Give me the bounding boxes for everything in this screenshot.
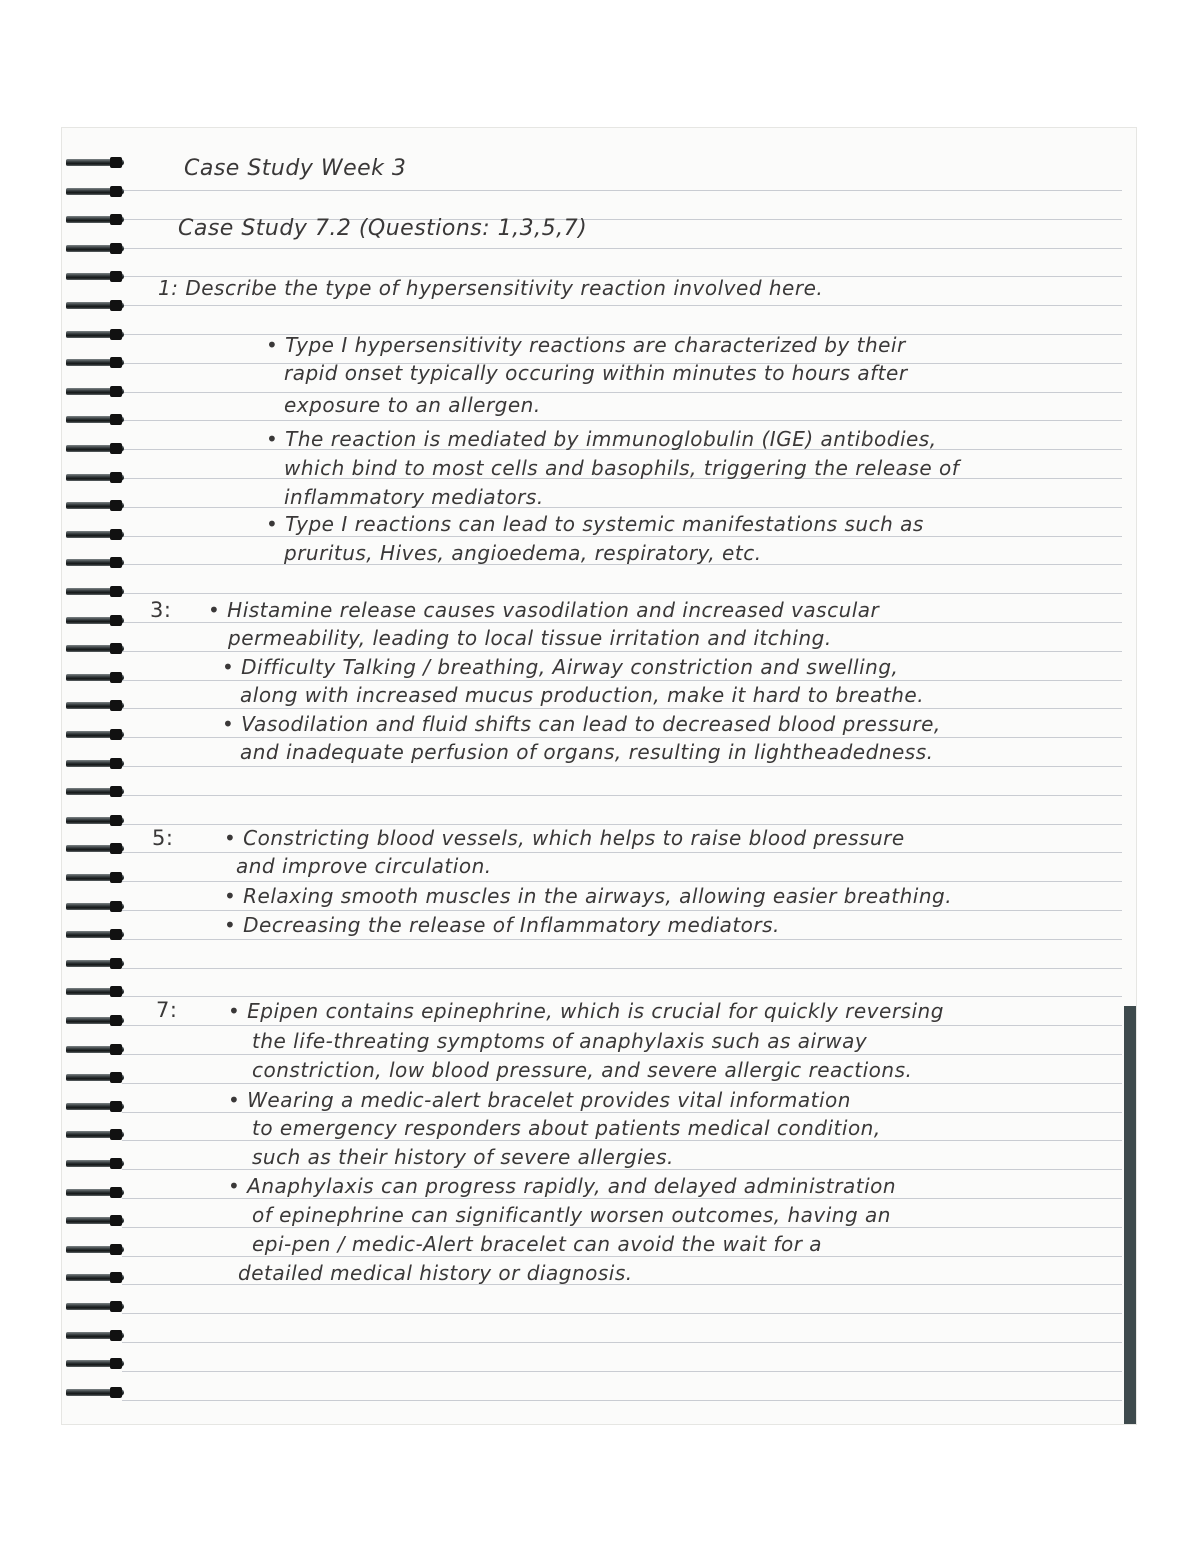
ruled-lines [62, 128, 1136, 1424]
ruled-line [122, 708, 1122, 709]
spiral-coil [66, 499, 126, 513]
spiral-coil [66, 1214, 126, 1228]
spiral-coil [66, 471, 126, 485]
spiral-coil [66, 642, 126, 656]
ruled-line [122, 622, 1122, 623]
ruled-line [122, 1169, 1122, 1170]
answer-line: • Epipen contains epinephrine, which is crucial for quickly reversing [228, 999, 944, 1023]
spiral-coil [66, 1128, 126, 1142]
ruled-line [122, 766, 1122, 767]
spiral-coil [66, 1243, 126, 1257]
answer-line: epi-pen / medic-Alert bracelet can avoid the wait for a [252, 1232, 823, 1256]
spiral-coil [66, 270, 126, 284]
answer-line: • Constricting blood vessels, which helps to raise blood pressure [224, 826, 905, 850]
spiral-coil [66, 585, 126, 599]
spiral-coil [66, 1014, 126, 1028]
spiral-coil [66, 413, 126, 427]
ruled-line [122, 996, 1122, 997]
answer-line: • Relaxing smooth muscles in the airways, allowing easier breathing. [224, 884, 953, 908]
answer-line: • The reaction is mediated by immunoglobulin (IGE) antibodies, [266, 427, 937, 451]
answer-line: and improve circulation. [236, 854, 492, 878]
answer-line: which bind to most cells and basophils, triggering the release of [284, 456, 960, 480]
answer-line: the life-threating symptoms of anaphylaxis such as airway [252, 1029, 868, 1053]
ruled-line [122, 392, 1122, 393]
spiral-coil [66, 728, 126, 742]
question-3-number: 3: [150, 598, 172, 622]
ruled-line [122, 190, 1122, 191]
answer-line: of epinephrine can significantly worsen outcomes, having an [252, 1203, 891, 1227]
ruled-line [122, 1140, 1122, 1141]
spiral-coil [66, 1271, 126, 1285]
ruled-line [122, 507, 1122, 508]
spiral-coil [66, 1100, 126, 1114]
spiral-coil [66, 900, 126, 914]
spiral-coil [66, 928, 126, 942]
answer-line: • Anaphylaxis can progress rapidly, and delayed administration [228, 1174, 897, 1198]
spiral-coil [66, 1043, 126, 1057]
spiral-coil [66, 299, 126, 313]
spiral-coil [66, 814, 126, 828]
ruled-line [122, 910, 1122, 911]
ruled-line [122, 1054, 1122, 1055]
ruled-line [122, 248, 1122, 249]
notebook-page [62, 128, 1136, 1424]
answer-line: along with increased mucus production, make it hard to breathe. [240, 683, 925, 707]
ruled-line [122, 824, 1122, 825]
ruled-line [122, 593, 1122, 594]
answer-line: • Difficulty Talking / breathing, Airway constriction and swelling, [222, 655, 899, 679]
ruled-line [122, 1112, 1122, 1113]
ruled-line [122, 1198, 1122, 1199]
page-subtitle: Case Study 7.2 (Questions: 1,3,5,7) [178, 216, 588, 241]
spiral-coil [66, 1071, 126, 1085]
spiral-coil [66, 785, 126, 799]
question-7-number: 7: [156, 998, 178, 1022]
answer-line: constriction, low blood pressure, and severe allergic reactions. [252, 1058, 913, 1082]
answer-line: and inadequate perfusion of organs, resulting in lightheadedness. [240, 740, 934, 764]
spiral-coil [66, 699, 126, 713]
spiral-coil [66, 1300, 126, 1314]
answer-line: inflammatory mediators. [284, 485, 544, 509]
spiral-coil [66, 1157, 126, 1171]
ruled-line [122, 305, 1122, 306]
ruled-line [122, 1025, 1122, 1026]
spiral-coil [66, 242, 126, 256]
spiral-binding [62, 128, 132, 1424]
answer-line: • Wearing a medic-alert bracelet provides vital information [228, 1088, 851, 1112]
ruled-line [122, 1313, 1122, 1314]
ruled-line [122, 939, 1122, 940]
answer-line: • Type I hypersensitivity reactions are characterized by their [266, 333, 906, 357]
spiral-coil [66, 671, 126, 685]
spiral-coil [66, 1329, 126, 1343]
page-edge-shadow [1124, 1006, 1136, 1424]
spiral-coil [66, 985, 126, 999]
answer-line: permeability, leading to local tissue irritation and itching. [228, 626, 832, 650]
answer-line: • Vasodilation and fluid shifts can lead to decreased blood pressure, [222, 712, 941, 736]
spiral-coil [66, 757, 126, 771]
spiral-coil [66, 442, 126, 456]
answer-line: rapid onset typically occuring within minutes to hours after [284, 361, 908, 385]
spiral-coil [66, 528, 126, 542]
spiral-coil [66, 328, 126, 342]
spiral-coil [66, 213, 126, 227]
spiral-coil [66, 957, 126, 971]
spiral-coil [66, 385, 126, 399]
ruled-line [122, 737, 1122, 738]
spiral-coil [66, 556, 126, 570]
answer-line: detailed medical history or diagnosis. [238, 1261, 633, 1285]
spiral-coil [66, 356, 126, 370]
spiral-coil [66, 185, 126, 199]
question-1-prompt: 1: Describe the type of hypersensitivity reaction involved here. [158, 276, 824, 300]
ruled-line [122, 1342, 1122, 1343]
spiral-coil [66, 614, 126, 628]
spiral-coil [66, 1186, 126, 1200]
ruled-line [122, 1256, 1122, 1257]
answer-line: • Decreasing the release of Inflammatory mediators. [224, 913, 780, 937]
ruled-line [122, 1083, 1122, 1084]
answer-line: such as their history of severe allergies. [252, 1145, 674, 1169]
ruled-line [122, 852, 1122, 853]
ruled-line [122, 420, 1122, 421]
answer-line: to emergency responders about patients medical condition, [252, 1116, 881, 1140]
spiral-coil [66, 1357, 126, 1371]
answer-line: exposure to an allergen. [284, 393, 541, 417]
spiral-coil [66, 871, 126, 885]
question-5-number: 5: [152, 826, 174, 850]
ruled-line [122, 680, 1122, 681]
spiral-coil [66, 156, 126, 170]
answer-line: pruritus, Hives, angioedema, respiratory, etc. [284, 541, 762, 565]
answer-line: • Histamine release causes vasodilation and increased vascular [208, 598, 880, 622]
ruled-line [122, 1371, 1122, 1372]
ruled-line [122, 1400, 1122, 1401]
ruled-line [122, 1227, 1122, 1228]
answer-line: • Type I reactions can lead to systemic manifestations such as [266, 512, 924, 536]
ruled-line [122, 881, 1122, 882]
spiral-coil [66, 1386, 126, 1400]
page-title: Case Study Week 3 [184, 156, 407, 181]
ruled-line [122, 968, 1122, 969]
spiral-coil [66, 842, 126, 856]
ruled-line [122, 795, 1122, 796]
ruled-line [122, 536, 1122, 537]
ruled-line [122, 651, 1122, 652]
